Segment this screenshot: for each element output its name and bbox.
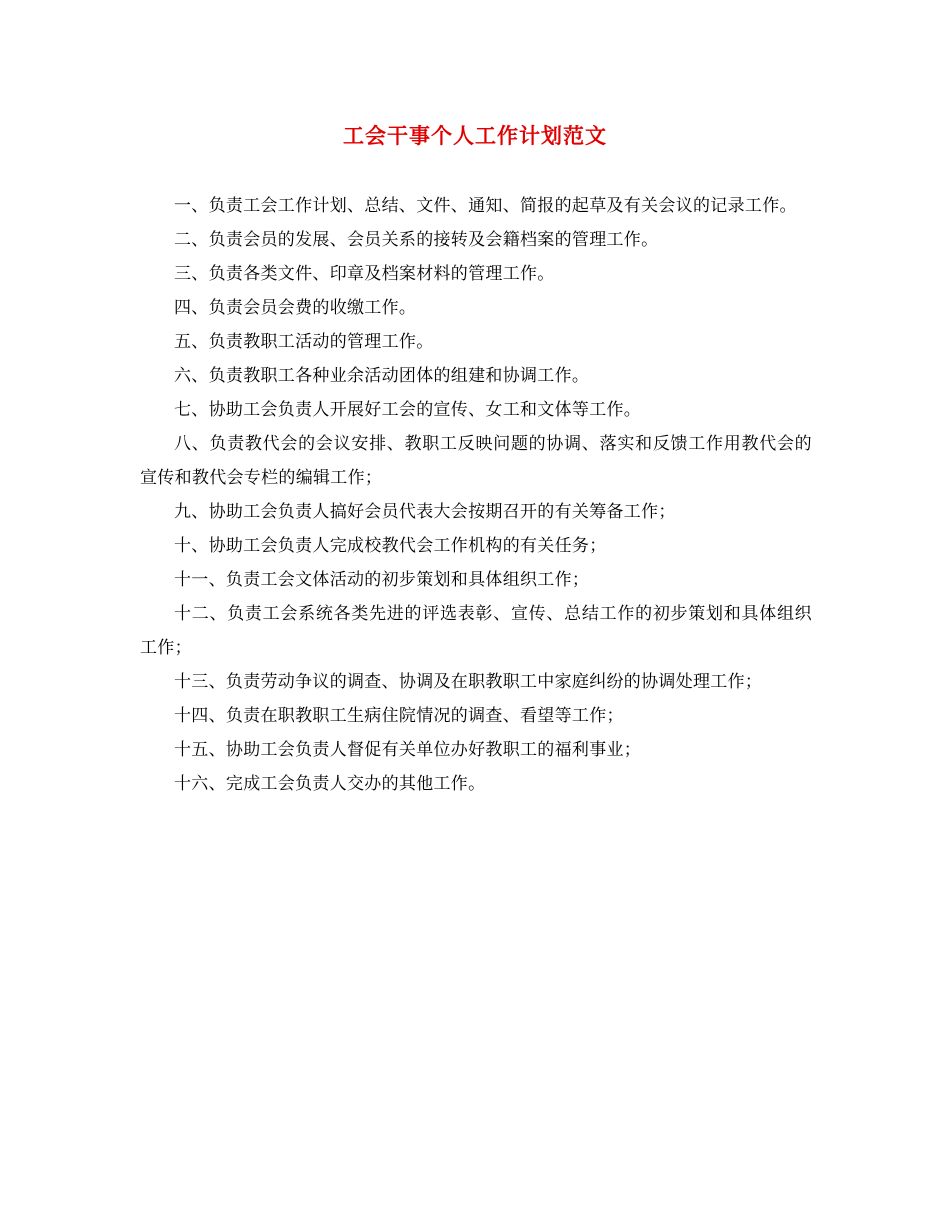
paragraph-2: 二、负责会员的发展、会员关系的接转及会籍档案的管理工作。 — [174, 230, 659, 250]
paragraph-14: 十四、负责在职教职工生病住院情况的调查、看望等工作； — [174, 706, 624, 726]
paragraph-9: 九、协助工会负责人搞好会员代表大会按期召开的有关筹备工作； — [174, 502, 676, 522]
paragraph-16: 十六、完成工会负责人交办的其他工作。 — [174, 774, 486, 794]
paragraph-8: 八、负责教代会的会议安排、教职工反映问题的协调、落实和反馈工作用教代会的宣传和教代会专栏的编辑工作； — [140, 434, 812, 488]
paragraph-7: 七、协助工会负责人开展好工会的宣传、女工和文体等工作。 — [174, 400, 642, 420]
paragraph-13: 十三、负责劳动争议的调查、协调及在职教职工中家庭纠纷的协调处理工作； — [174, 672, 763, 692]
paragraph-15: 十五、协助工会负责人督促有关单位办好教职工的福利事业； — [174, 740, 642, 760]
paragraph-3: 三、负责各类文件、印章及档案材料的管理工作。 — [174, 264, 555, 284]
paragraph-12: 十二、负责工会系统各类先进的评选表彰、宣传、总结工作的初步策划和具体组织工作； — [140, 604, 812, 658]
paragraph-11: 十一、负责工会文体活动的初步策划和具体组织工作； — [174, 570, 590, 590]
paragraph-5: 五、负责教职工活动的管理工作。 — [174, 332, 434, 352]
paragraph-6: 六、负责教职工各种业余活动团体的组建和协调工作。 — [174, 366, 590, 386]
paragraph-1: 一、负责工会工作计划、总结、文件、通知、简报的起草及有关会议的记录工作。 — [174, 196, 797, 216]
document-title: 工会干事个人工作计划范文 — [343, 123, 607, 148]
document-body — [140, 189, 812, 801]
paragraph-4: 四、负责会员会费的收缴工作。 — [174, 298, 417, 318]
paragraph-10: 十、协助工会负责人完成校教代会工作机构的有关任务； — [174, 536, 607, 556]
